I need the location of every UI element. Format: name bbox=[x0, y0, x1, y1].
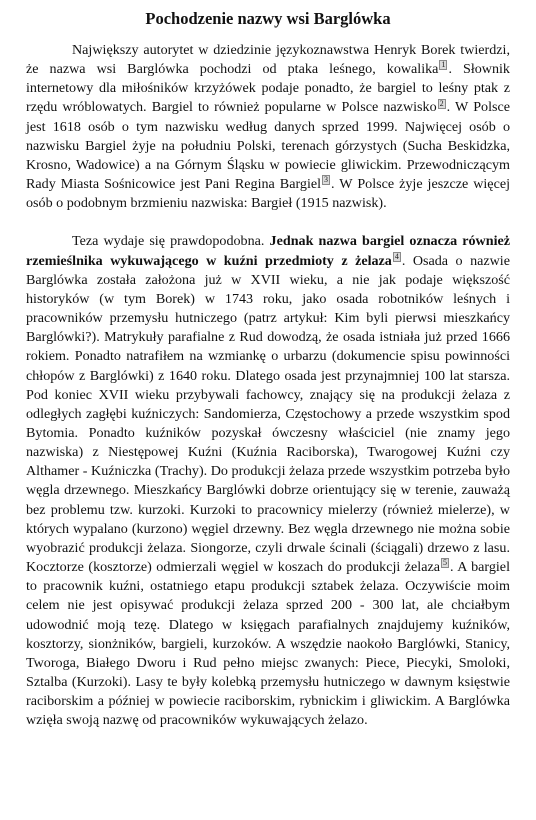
paragraph-1-text-a: Największy autorytet w dziedzinie językoznawstwa Henryk Borek twierdzi, że nazwa wsi Barglówka pochodzi od ptaka leśnego, kowalika bbox=[26, 42, 510, 78]
footnote-ref-2[interactable]: 2 bbox=[439, 98, 444, 108]
paragraph-1-text-b: . Słownik internetowy dla miłośników krzyżówek podaje ponadto, że bargiel to leśny ptak z rzędu wróblowatych. Bargiel to również popularne w Polsce nazwisko bbox=[26, 61, 510, 116]
paragraph-2 bbox=[26, 232, 510, 730]
paragraph-2-text-a: . Osada o nazwie Barglówka została założona już w XVII wieku, a nie jak podaje większość historyków (w tym Borek) w 1743 roku, jako osada robotników leśnych i pracowników przemysłu hutniczego (patrz artykuł: Kim byli pierwsi mieszkańcy Barglówki?). Matrykuły parafialne z Rud dowodzą, że osada istniała już przed 1666 rokiem. Ponadto natrafiłem na wzmiankę o urbarzu (dokumencie spisu powinności chłopów z Barglówki) z 1640 roku. Dlatego osada jest przynajmniej 100 lat starsza. Pod koniec XVII wieku przybywali fachowcy, znający się na produkcji żelaza z odległych zagłębi kuźniczych: Sandomierza, Częstochowy a przede wszystkim spod Bytomia. Ponadto kuźników pozyskał ówczesny właściciel (nie znamy jego nazwiska) z Niestępowej Kuźni (Kuźnia Raciborska), Twarogowej Kuźni czy Althamer - Kuźniczka (Trachy). Do produkcji żelaza przede wszystkim potrzeba było węgla drzewnego. Mieszkańcy Barglówki dobrze orientujący się w terenie, zauważą bez problemu tzw. kurzoki. Kurzoki to pracownicy mielerzy (również mielerze), w których wypalano (kurzono) węgiel drzewny. Bez węgla drzewnego nie można sobie wyobrazić produkcji żelaza. Siongorze, czyli drwale ścinali (ściągali) drzewo z lasu. Kocztorze (kosztorze) odmierzali węgiel w koszach do produkcji żelaza bbox=[26, 252, 510, 576]
paragraph-2-text-b: . A bargiel to pracownik kuźni, ostatniego etapu produkcji sztabek żelaza. Oczywiście moim celem nie jest opisywać produkcji żelaza sprzed 200 - 300 lat, ale chciałbym udowodnić moją tezę. Dlatego w księgach parafialnych znajdujemy kuźników, kosztorzy, sionżników, bargieli, kurzoków. A wszędzie naokoło Barglówki, Stanicy, Tworoga, Białego Dworu i Rud pełno miejsc zwanych: Piece, Piecyki, Smoloki, Sztalba (Kurzoki). Lasy te były kolebką przemysłu hutniczego w dawnym księstwie raciborskim a później w powiecie raciborskim, rybnickim i gliwickim. A Barglówka wzięła swoją nazwę od pracowników wykuwających żelazo. bbox=[26, 559, 510, 729]
paragraph-1-text-d: . W Polsce żyje jeszcze więcej osób o podobnym brzmieniu nazwiska: Bargieł (1915 nazwisk). bbox=[26, 176, 510, 212]
paragraph-2-bold-thesis: Jednak nazwa bargiel oznacza również rzemieślnika wykuwającego w kuźni przedmioty z żelaza bbox=[26, 233, 511, 269]
footnote-ref-3[interactable]: 3 bbox=[324, 175, 329, 185]
footnote-ref-5[interactable]: 5 bbox=[442, 558, 447, 568]
footnote-ref-4[interactable]: 4 bbox=[394, 251, 399, 261]
paragraph-1 bbox=[26, 41, 510, 213]
paragraph-1-text-c: . W Polsce jest 1618 osób o tym nazwisku według danych sprzed 1999. Najwięcej osób o nazwisku Bargiel żyje na południu Polski, terenach górzystych (Sucha Beskidzka, Krosno, Wadowice) a na Górnym Śląsku w powiecie gliwickim. Przewodniczącym Rady Miasta Sośnicowice jest Pani Regina Bargiel bbox=[26, 99, 510, 193]
paragraph-2-lead: Teza wydaje się prawdopodobna. bbox=[72, 233, 270, 250]
footnote-ref-1[interactable]: 1 bbox=[441, 60, 446, 70]
document-title: Pochodzenie nazwy wsi Barglówka bbox=[145, 9, 391, 28]
